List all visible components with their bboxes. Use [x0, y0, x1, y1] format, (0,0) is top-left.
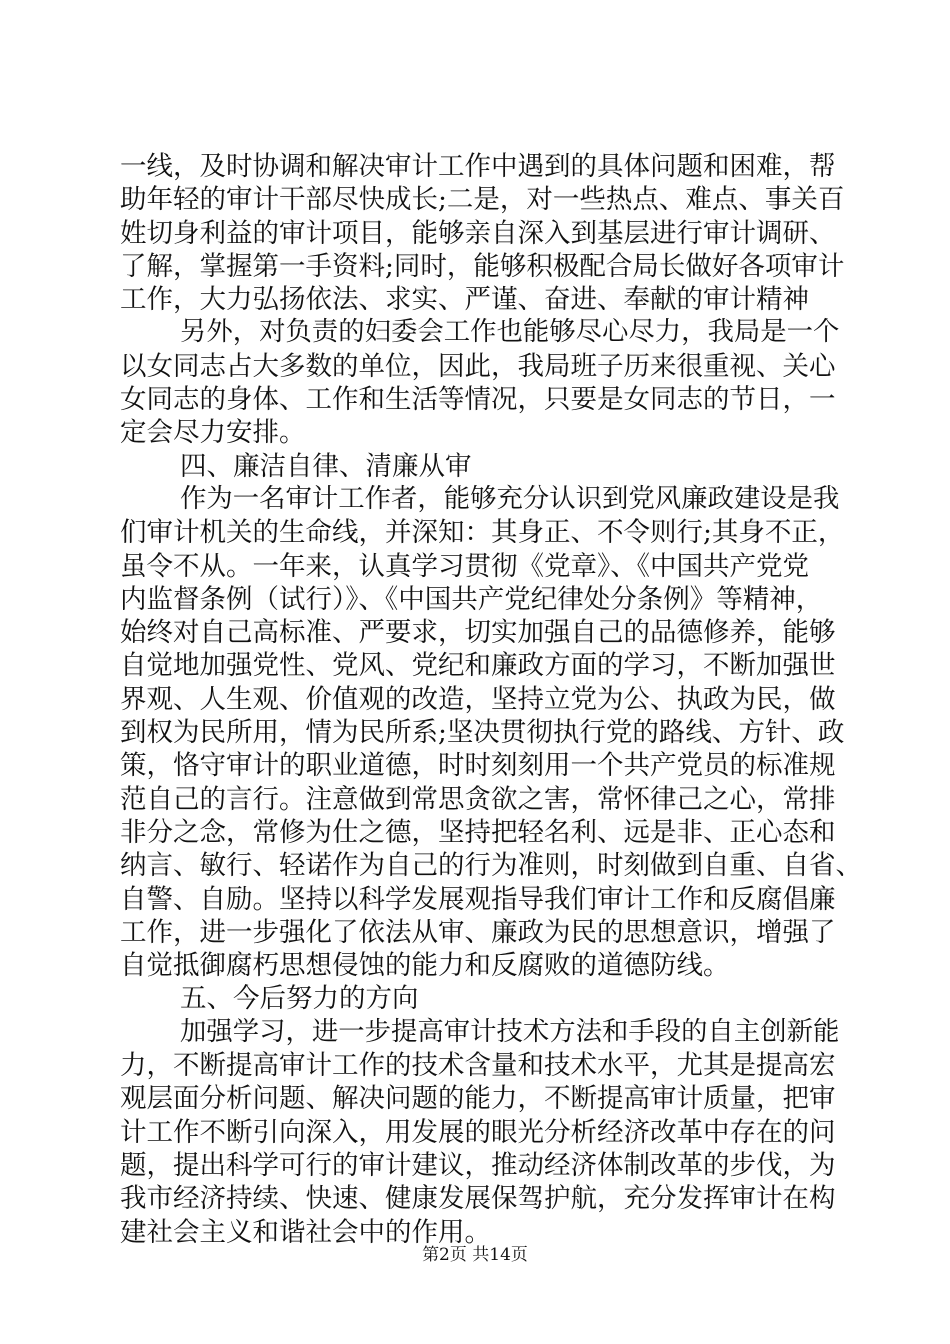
text-line: 工作，进一步强化了依法从审、廉政为民的思想意识，增强了 [120, 916, 836, 948]
text-line: 界观、人生观、价值观的改造，坚持立党为公、执政为民，做 [120, 683, 836, 715]
text-line: 姓切身利益的审计项目，能够亲自深入到基层进行审计调研、 [120, 217, 836, 249]
text-line: 建社会主义和谐社会中的作用。 [120, 1216, 491, 1248]
text-line: 加强学习，进一步提高审计技术方法和手段的自主创新能 [180, 1016, 840, 1047]
text-line: 到权为民所用，情为民所系;坚决贯彻执行党的路线、方针、政 [120, 717, 845, 749]
text-line: 内监督条例（试行）》、《中国共产党纪律处分条例》等精神， [120, 583, 823, 615]
text-line: 题，提出科学可行的审计建议，推动经济体制改革的步伐，为 [120, 1149, 836, 1181]
text-line: 助年轻的审计干部尽快成长;二是，对一些热点、难点、事关百 [120, 184, 845, 216]
text-line: 作为一名审计工作者，能够充分认识到党风廉政建设是我 [180, 483, 840, 514]
text-line: 我市经济持续、快速、健康发展保驾护航，充分发挥审计在构 [120, 1183, 836, 1215]
text-line: 四、廉洁自律、清廉从审 [180, 450, 472, 482]
text-line: 一线，及时协调和解决审计工作中遇到的具体问题和困难，帮 [120, 151, 836, 182]
text-line: 了解，掌握第一手资料;同时，能够积极配合局长做好各项审计 [120, 250, 845, 282]
text-line: 力，不断提高审计工作的技术含量和技术水平，尤其是提高宏 [120, 1050, 836, 1082]
text-line: 范自己的言行。注意做到常思贪欲之害，常怀律己之心，常排 [120, 783, 836, 815]
document-body [120, 150, 862, 1249]
text-line: 以女同志占大多数的单位，因此，我局班子历来很重视、关心 [120, 350, 836, 382]
text-line: 工作，大力弘扬依法、求实、严谨、奋进、奉献的审计精神 [120, 284, 809, 316]
page-footer: 第2页 共14页 [422, 1245, 528, 1265]
text-line: 策，恪守审计的职业道德，时时刻刻用一个共产党员的标准规 [120, 750, 836, 782]
text-line: 始终对自己高标准、严要求，切实加强自己的品德修养，能够 [120, 617, 836, 649]
text-line: 自觉地加强党性、党风、党纪和廉政方面的学习，不断加强世 [120, 650, 836, 682]
text-line: 女同志的身体、工作和生活等情况，只要是女同志的节日，一 [120, 384, 836, 416]
text-line: 定会尽力安排。 [120, 417, 306, 449]
text-line: 五、今后努力的方向 [180, 983, 419, 1015]
text-line: 计工作不断引向深入，用发展的眼光分析经济改革中存在的问 [120, 1116, 836, 1148]
text-line: 虽令不从。一年来，认真学习贯彻《党章》、《中国共产党党 [120, 550, 809, 582]
text-line: 纳言、敏行、轻诺作为自己的行为准则，时刻做到自重、自省、 [120, 850, 862, 882]
text-line: 另外，对负责的妇委会工作也能够尽心尽力，我局是一个 [180, 317, 840, 348]
text-line: 非分之念，常修为仕之德，坚持把轻名利、远是非、正心态和 [120, 816, 836, 848]
text-line: 观层面分析问题、解决问题的能力，不断提高审计质量，把审 [120, 1083, 836, 1115]
text-line: 自警、自励。坚持以科学发展观指导我们审计工作和反腐倡廉 [120, 883, 836, 915]
text-line: 自觉抵御腐朽思想侵蚀的能力和反腐败的道德防线。 [120, 950, 730, 982]
text-line: 们审计机关的生命线，并深知：其身正、不令则行;其身不正， [120, 517, 845, 549]
